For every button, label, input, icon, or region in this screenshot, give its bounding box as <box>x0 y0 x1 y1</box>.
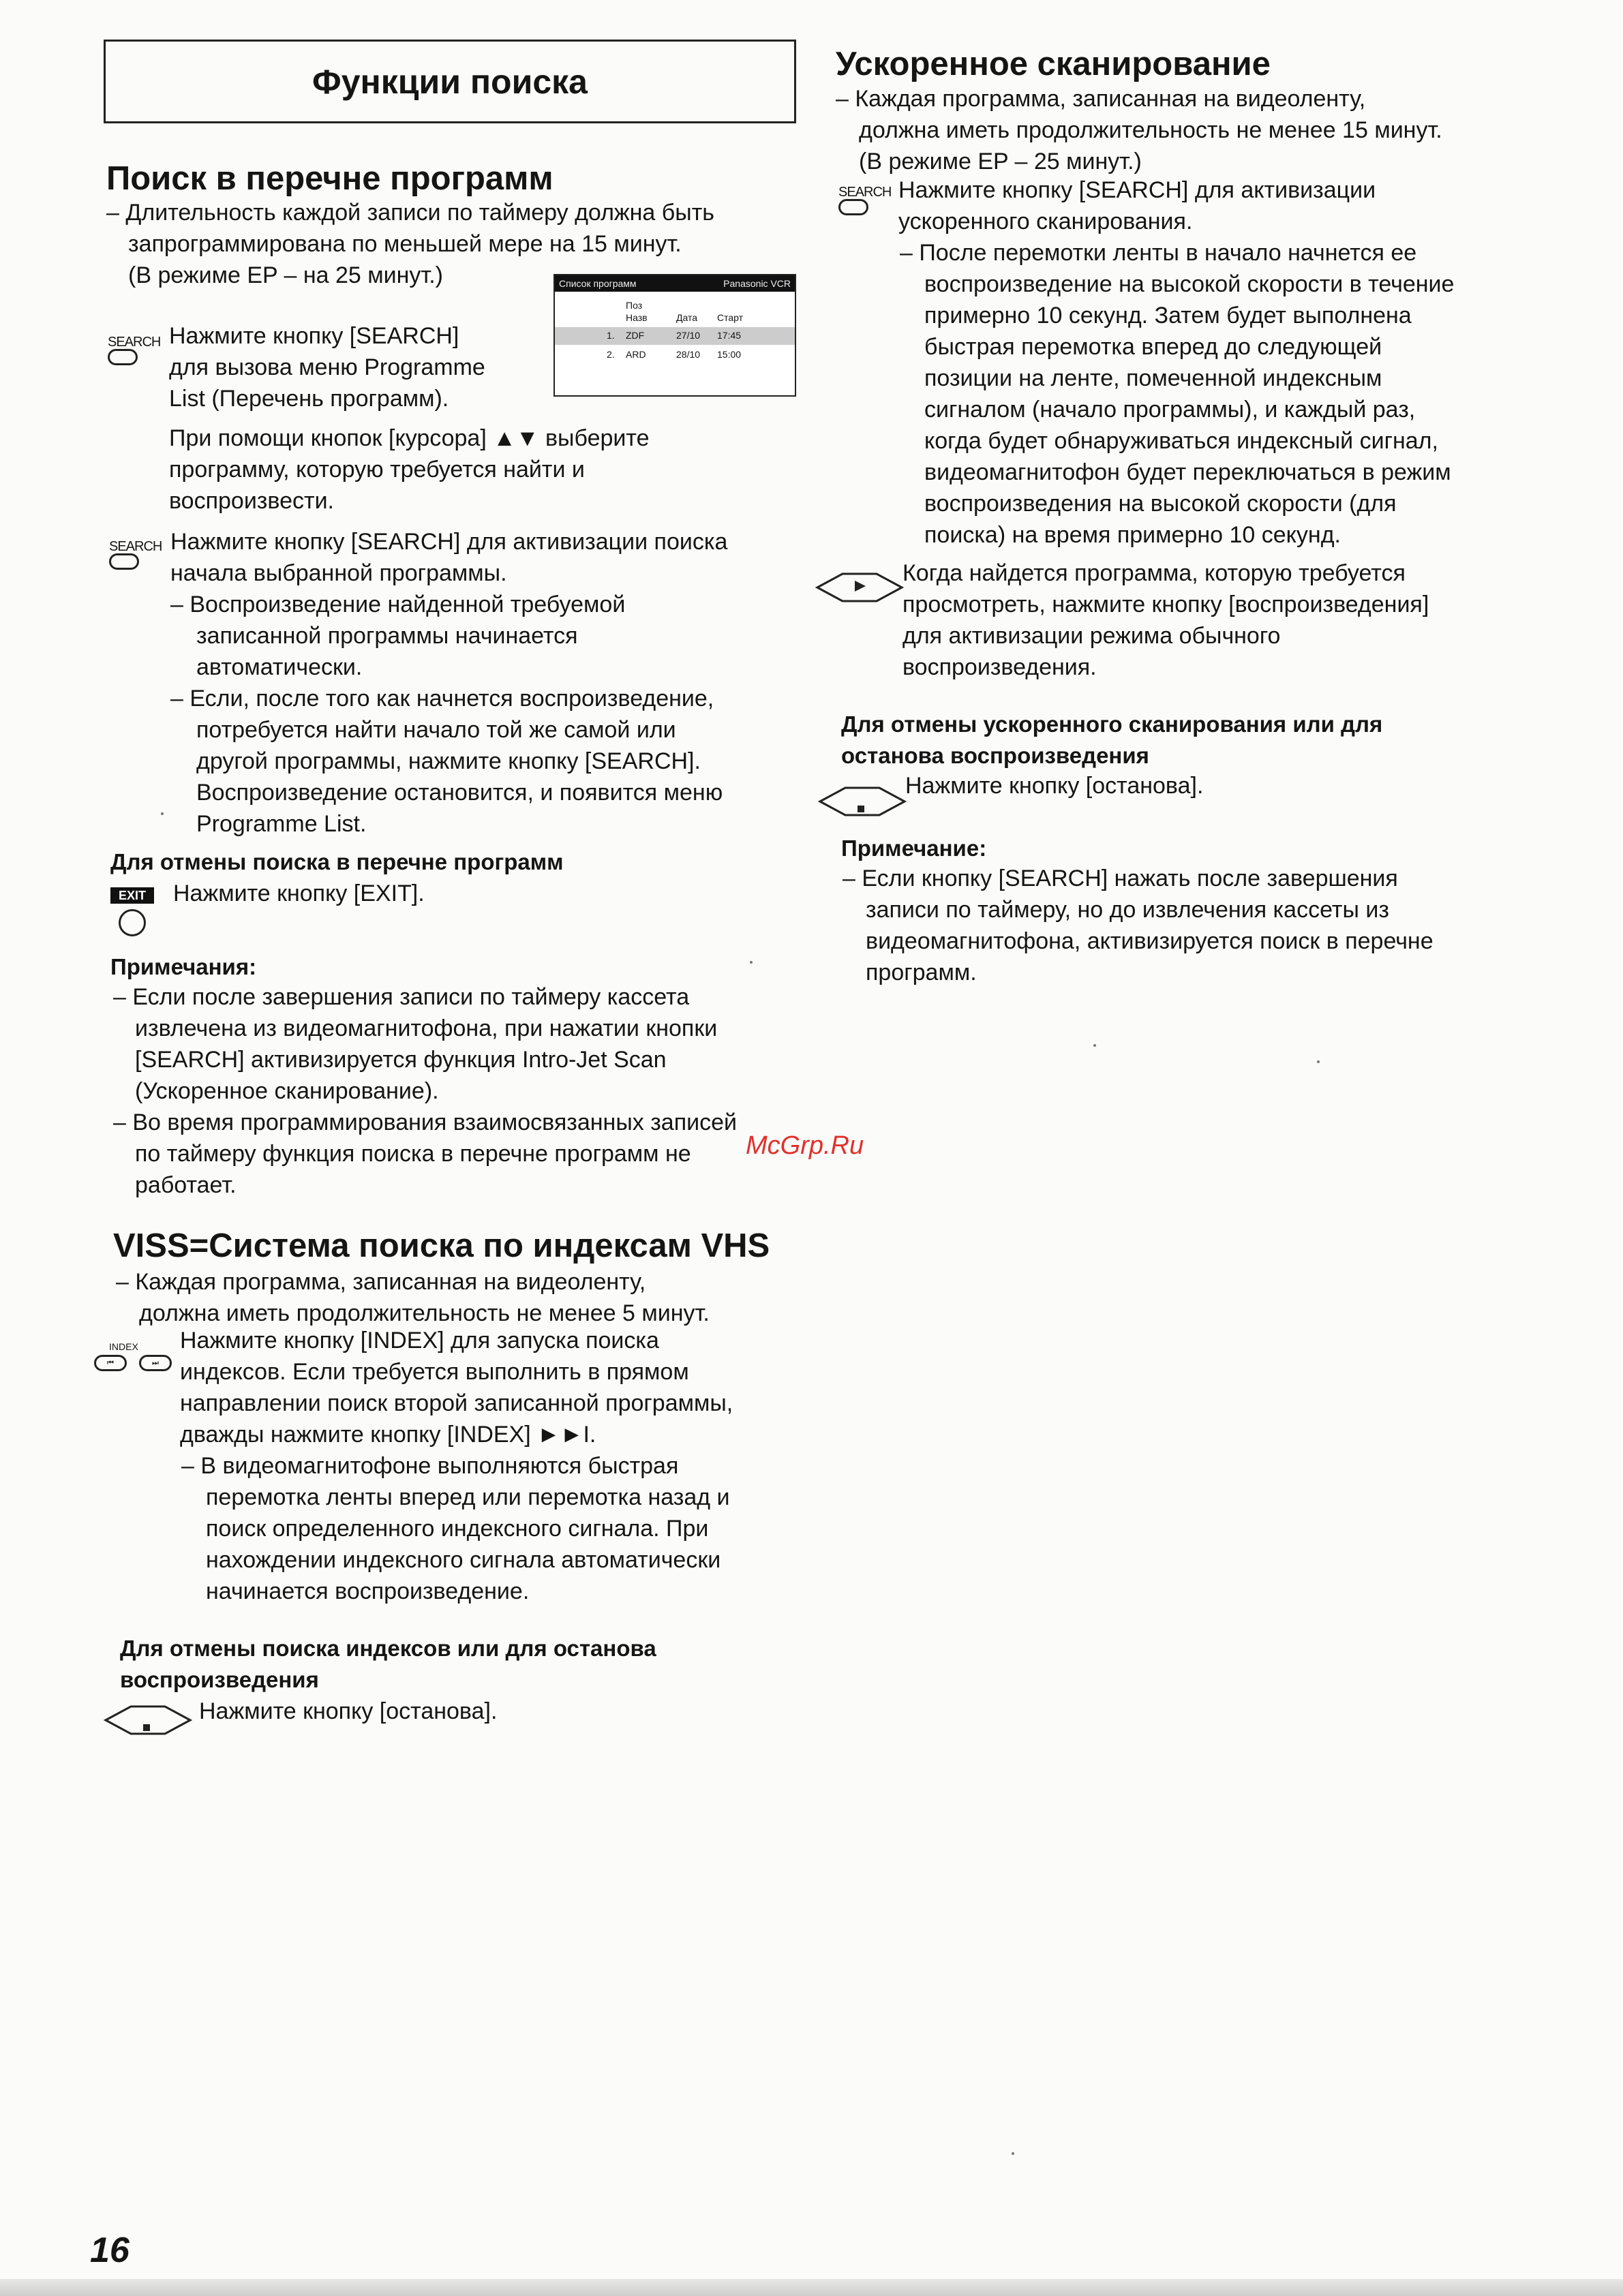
cancel-search-heading: Для отмены поиска в перечне программ <box>110 849 564 874</box>
notes-line-3: [SEARCH] активизируется функция Intro-Jet Scan <box>135 1047 667 1073</box>
search-button-icon <box>838 185 891 215</box>
scan-cancel-text: Нажмите кнопку [останова]. <box>905 773 1204 799</box>
screen-row-2-num: 2. <box>607 349 615 360</box>
step3-line-7: потребуется найти начало той же самой или <box>196 717 676 743</box>
program-search-heading: Поиск в перечне программ <box>106 160 553 197</box>
exit-button-icon <box>110 887 154 904</box>
scan-speck <box>1317 1060 1320 1063</box>
scan-step2-line-4: воспроизведения. <box>902 654 1097 680</box>
scan-step1-line-2: ускоренного сканирования. <box>898 209 1193 234</box>
notes-heading: Примечания: <box>110 954 257 979</box>
scan-step1-line-7: позиции на ленте, помеченной индексным <box>924 365 1382 391</box>
program-search-intro-3: (В режиме EP – на 25 минут.) <box>128 262 444 288</box>
viss-cancel-heading-1: Для отмены поиска индексов или для останова <box>120 1636 656 1661</box>
scan-step1-line-8: сигналом (начало программы), и каждый раз, <box>924 397 1416 423</box>
step1-line-1: Нажмите кнопку [SEARCH] <box>169 323 459 349</box>
scan-cancel-heading-2: останова воспроизведения <box>841 743 1149 768</box>
page-number: 16 <box>90 2231 130 2270</box>
exit-circle-icon <box>119 909 146 936</box>
scan-speck <box>161 812 164 815</box>
viss-step-line-5: – В видеомагнитофоне выполняются быстрая <box>181 1453 679 1479</box>
exit-icon-label: EXIT <box>118 888 146 902</box>
screen-row-2-name: ARD <box>626 349 646 360</box>
screen-col-start: Старт <box>717 312 744 323</box>
scan-step2-line-2: просмотреть, нажмите кнопку [воспроизведения] <box>902 592 1429 617</box>
scan-step1-line-12: поиска) на время примерно 10 секунд. <box>924 522 1341 548</box>
notes-line-4: (Ускоренное сканирование). <box>135 1078 439 1104</box>
scan-speck <box>750 961 753 964</box>
step2-line-1: При помощи кнопок [курсора] ▲▼ выберите <box>169 425 650 451</box>
step3-line-8: другой программы, нажмите кнопку [SEARCH]. <box>196 748 701 774</box>
program-search-intro-2: запрограммирована по меньшей мере на 15 минут. <box>128 231 682 257</box>
intro-scan-intro-3: (В режиме EP – 25 минут.) <box>859 149 1142 174</box>
notes-line-5: – Во время программирования взаимосвязанных записей <box>113 1109 738 1135</box>
scan-note-line-3: видеомагнитофона, активизируется поиск в перечне <box>866 928 1434 954</box>
scan-speck <box>1012 2152 1014 2155</box>
program-search-intro-1: – Длительность каждой записи по таймеру должна быть <box>106 200 714 226</box>
page-title-box <box>104 40 796 123</box>
search-icon-label: SEARCH <box>109 539 162 554</box>
scan-step1-line-6: быстрая перемотка вперед до следующей <box>924 334 1382 360</box>
step3-line-5: автоматически. <box>196 654 363 680</box>
screen-row-1-start: 17:45 <box>717 330 742 341</box>
search-icon-label: SEARCH <box>838 185 892 200</box>
viss-intro-1: – Каждая программа, записанная на видеоленту, <box>116 1269 646 1295</box>
viss-step-line-1: Нажмите кнопку [INDEX] для запуска поиска <box>180 1328 659 1353</box>
stop-button-icon <box>818 785 907 819</box>
notes-line-2: извлечена из видеомагнитофона, при нажатии кнопки <box>135 1015 718 1041</box>
scan-step1-line-11: воспроизведения на высокой скорости (для <box>924 491 1397 517</box>
notes-line-7: работает. <box>135 1172 237 1198</box>
viss-heading: VISS=Система поиска по индексам VHS <box>113 1227 770 1264</box>
intro-scan-intro-2: должна иметь продолжительность не менее 15 минут. <box>859 117 1442 143</box>
step3-line-2: начала выбранной программы. <box>170 560 507 586</box>
step1-line-3: List (Перечень программ). <box>169 386 449 412</box>
screen-row-1-name: ZDF <box>626 330 645 341</box>
step3-line-6: – Если, после того как начнется воспроизведение, <box>170 686 714 711</box>
search-oval-icon <box>108 349 138 365</box>
scan-step2-line-1: Когда найдется программа, которую требуется <box>902 560 1406 586</box>
screen-row-highlight <box>555 327 795 345</box>
intro-scan-heading: Ускоренное сканирование <box>836 46 1271 82</box>
screen-row-1-date: 27/10 <box>676 330 701 341</box>
scan-edge <box>0 2279 1623 2296</box>
search-oval-icon <box>838 199 868 215</box>
viss-step-line-8: нахождении индексного сигнала автоматически <box>206 1547 721 1573</box>
notes-line-1: – Если после завершения записи по таймеру кассета <box>113 984 690 1010</box>
scan-note-line-4: программ. <box>866 960 977 985</box>
screen-brand: Panasonic VCR <box>723 278 791 289</box>
search-oval-icon <box>109 553 139 570</box>
scan-note-line-2: записи по таймеру, но до извлечения кассеты из <box>866 897 1389 923</box>
viss-step-line-3: направлении поиск второй записанной программы, <box>180 1390 733 1416</box>
search-button-icon <box>109 540 162 570</box>
scan-speck <box>1093 1044 1096 1047</box>
step3-line-4: записанной программы начинается <box>196 623 578 649</box>
scan-note-line-1: – Если кнопку [SEARCH] нажать после завершения <box>843 866 1398 891</box>
play-button-icon <box>815 571 904 605</box>
step3-line-9: Воспроизведение остановится, и появится меню <box>196 780 723 806</box>
screen-header <box>555 275 795 292</box>
viss-cancel-text: Нажмите кнопку [останова]. <box>199 1698 498 1724</box>
scan-step1-line-3: – После перемотки ленты в начало начнется ее <box>900 240 1417 266</box>
viss-intro-2: должна иметь продолжительность не менее 5 минут. <box>139 1300 710 1326</box>
scan-cancel-heading-1: Для отмены ускоренного сканирования или для <box>841 711 1383 737</box>
step1-line-2: для вызова меню Programme <box>169 354 485 380</box>
viss-step-line-4: дважды нажмите кнопку [INDEX] ►►I. <box>180 1422 596 1448</box>
step2-line-3: воспроизвести. <box>169 488 335 514</box>
scan-step1-line-10: видеомагнитофон будет переключаться в режим <box>924 459 1451 485</box>
screen-col-pos: Поз <box>626 300 643 311</box>
screen-row-2-date: 28/10 <box>676 349 701 360</box>
step2-line-2: программу, которую требуется найти и <box>169 457 585 483</box>
programme-list-screen <box>553 274 796 397</box>
scan-step1-line-1: Нажмите кнопку [SEARCH] для активизации <box>898 177 1376 203</box>
scan-step2-line-3: для активизации режима обычного <box>902 623 1281 649</box>
step3-line-10: Programme List. <box>196 811 367 837</box>
cancel-search-text: Нажмите кнопку [EXIT]. <box>173 881 425 906</box>
screen-col-date: Дата <box>676 312 698 323</box>
screen-col-name: Назв <box>626 312 648 323</box>
screen-row-2-start: 15:00 <box>717 349 742 360</box>
notes-line-6: по таймеру функция поиска в перечне программ не <box>135 1141 691 1167</box>
stop-button-icon <box>104 1704 192 1738</box>
viss-step-line-9: начинается воспроизведение. <box>206 1578 530 1604</box>
step3-line-3: – Воспроизведение найденной требуемой <box>170 592 626 617</box>
screen-title: Список программ <box>559 278 637 289</box>
search-icon-label: SEARCH <box>108 335 161 350</box>
search-button-icon <box>108 335 160 365</box>
page-title: Функции поиска <box>312 62 588 101</box>
watermark: McGrp.Ru <box>746 1131 864 1160</box>
index-forward-icon: ⏭ <box>139 1355 172 1371</box>
viss-cancel-heading-2: воспроизведения <box>120 1667 319 1692</box>
scan-step1-line-4: воспроизведение на высокой скорости в течение <box>924 271 1455 297</box>
scan-step1-line-9: когда будет обнаруживаться индексный сигнал, <box>924 428 1438 454</box>
index-rewind-icon: ⏮ <box>94 1355 127 1371</box>
scan-step1-line-5: примерно 10 секунд. Затем будет выполнена <box>924 303 1412 328</box>
intro-scan-intro-1: – Каждая программа, записанная на видеоленту, <box>836 86 1366 112</box>
viss-step-line-7: поиск определенного индексного сигнала. При <box>206 1516 709 1542</box>
viss-step-line-6: перемотка ленты вперед или перемотка назад и <box>206 1484 730 1510</box>
index-buttons-icon <box>91 1343 176 1375</box>
step3-line-1: Нажмите кнопку [SEARCH] для активизации поиска <box>170 529 728 555</box>
viss-step-line-2: индексов. Если требуется выполнить в прямом <box>180 1359 689 1385</box>
scan-note-heading: Примечание: <box>841 836 987 861</box>
screen-row-1-num: 1. <box>607 330 615 341</box>
index-icon-label: INDEX <box>109 1341 138 1352</box>
